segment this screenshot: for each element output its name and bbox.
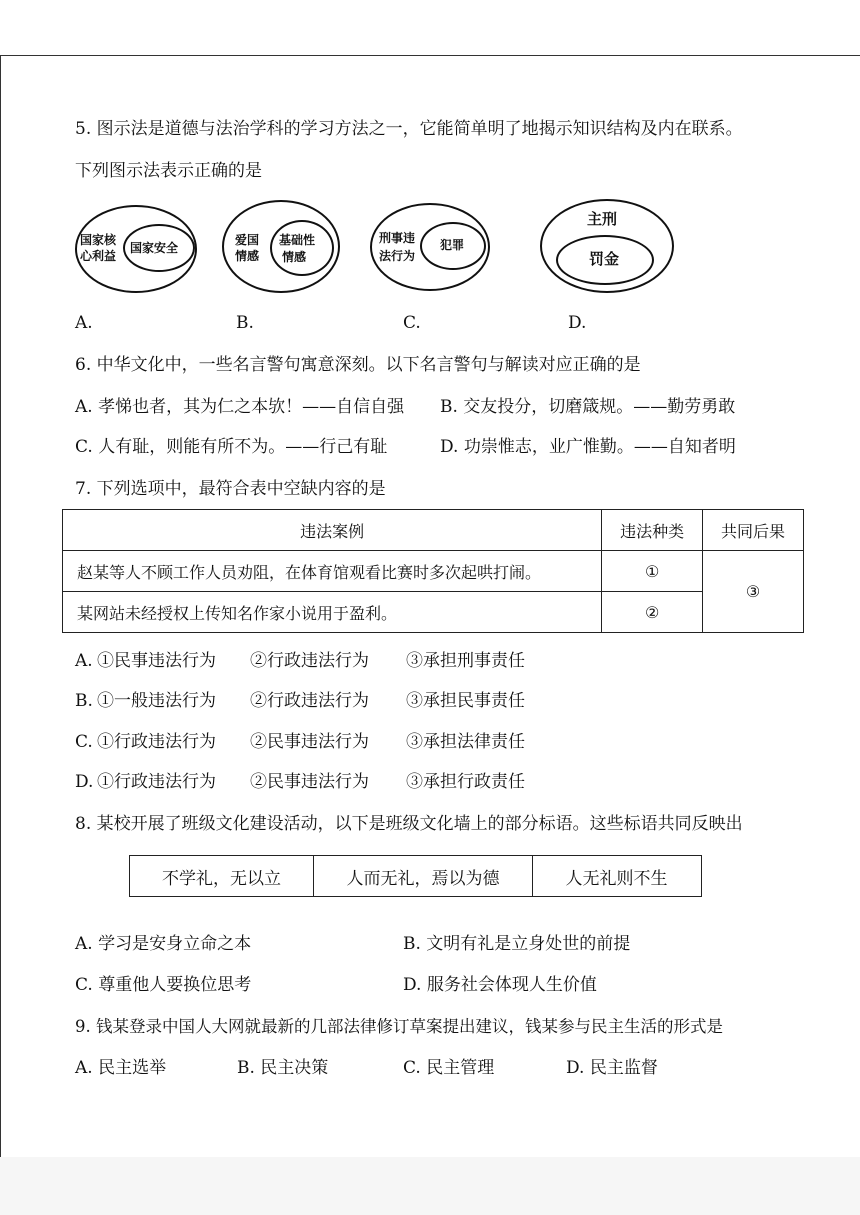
option-part2: ②行政违法行为: [250, 651, 369, 671]
q9-option-a: A. 民主选举: [75, 1058, 167, 1078]
option-part3: ③承担行政责任: [406, 772, 525, 792]
option-part1: ①行政违法行为: [97, 732, 216, 752]
header-case: 违法案例: [63, 510, 602, 551]
inner-label-line1: 基础性: [279, 233, 316, 247]
q8-option-a: A. 学习是安身立命之本: [75, 934, 252, 954]
row1-case: 赵某等人不顾工作人员劝阻，在体育馆观看比赛时多次起哄打闹。: [63, 551, 602, 592]
q5-label-d: D.: [568, 313, 587, 333]
slogan-1: 不学礼，无以立: [130, 856, 314, 896]
table-header-row: [63, 510, 804, 551]
q6-option-a: A. 孝悌也者，其为仁之本欤！——自信自强: [75, 397, 405, 417]
q6-stem: 6. 中华文化中，一些名言警句寓意深刻。以下名言警句与解读对应正确的是: [75, 355, 641, 375]
q9-option-d: D. 民主监督: [566, 1058, 658, 1078]
table-row: [63, 592, 804, 633]
option-part1: ①行政违法行为: [97, 772, 216, 792]
q5-stem-line2: 下列图示法表示正确的是: [75, 161, 262, 181]
row2-type: ②: [602, 592, 703, 633]
q5-label-c: C.: [403, 313, 421, 333]
page-border-top: [0, 55, 860, 56]
inner-label: 犯罪: [440, 238, 465, 252]
slogan-3: 人无礼则不生: [565, 868, 668, 889]
shared-result: ③: [703, 551, 804, 633]
q9-stem: 9. 钱某登录中国人大网就最新的几部法律修订草案提出建议，钱某参与民主生活的形式是: [75, 1017, 723, 1036]
q8-option-d: D. 服务社会体现人生价值: [403, 975, 597, 995]
q9-option-c: C. 民主管理: [403, 1058, 495, 1078]
option-letter: D.: [75, 772, 94, 792]
slogan-2: 人而无礼，焉以为德: [314, 856, 533, 896]
row1-type: ①: [602, 551, 703, 592]
q6-option-c: C. 人有耻，则能有所不为。——行己有耻: [75, 437, 388, 457]
outer-label: 主刑: [587, 210, 618, 228]
option-part1: ①民事违法行为: [97, 651, 216, 671]
q8-option-c: C. 尊重他人要换位思考: [75, 975, 252, 995]
inner-label: 国家安全: [130, 241, 179, 255]
outer-label-line2: 情感: [235, 249, 260, 263]
page-bottom-margin: [0, 1157, 860, 1215]
q7-table: [62, 509, 804, 633]
row2-case: 某网站未经授权上传知名作家小说用于盈利。: [63, 592, 602, 633]
outer-label-line1: 爱国: [235, 233, 260, 247]
q7-stem: 7. 下列选项中，最符合表中空缺内容的是: [75, 479, 386, 499]
q8-slogan-box: [129, 855, 702, 897]
outer-label-line2: 心利益: [80, 249, 117, 263]
outer-label-line2: 法行为: [379, 249, 416, 263]
q5-stem-line1: 5. 图示法是道德与法治学科的学习方法之一，它能简单明了地揭示知识结构及内在联系。: [75, 119, 743, 139]
option-part2: ②民事违法行为: [250, 772, 369, 792]
inner-label-line2: 情感: [282, 250, 307, 264]
q9-option-b: B. 民主决策: [237, 1058, 329, 1078]
table-row: [63, 551, 804, 592]
option-part3: ③承担刑事责任: [406, 651, 525, 671]
outer-label-line1: 国家核: [80, 233, 117, 247]
header-result: 共同后果: [703, 510, 804, 551]
option-part2: ②行政违法行为: [250, 691, 369, 711]
option-letter: A.: [75, 651, 93, 671]
option-part2: ②民事违法行为: [250, 732, 369, 752]
outer-label-line1: 刑事违: [379, 231, 416, 245]
q6-option-d: D. 功崇惟志，业广惟勤。——自知者明: [440, 437, 736, 457]
q8-option-b: B. 文明有礼是立身处世的前提: [403, 934, 631, 954]
option-part3: ③承担民事责任: [406, 691, 525, 711]
option-letter: C.: [75, 732, 93, 752]
page-border-left: [0, 55, 1, 1157]
q5-label-b: B.: [236, 313, 254, 333]
option-part3: ③承担法律责任: [406, 732, 525, 752]
q6-option-b: B. 交友投分，切磨箴规。——勤劳勇敢: [440, 397, 736, 417]
inner-ellipse: [270, 220, 334, 276]
option-letter: B.: [75, 691, 93, 711]
q8-stem: 8. 某校开展了班级文化建设活动，以下是班级文化墙上的部分标语。这些标语共同反映出: [75, 814, 743, 834]
q5-label-a: A.: [75, 313, 93, 333]
inner-label: 罚金: [589, 250, 620, 268]
header-type: 违法种类: [602, 510, 703, 551]
option-part1: ①一般违法行为: [97, 691, 216, 711]
